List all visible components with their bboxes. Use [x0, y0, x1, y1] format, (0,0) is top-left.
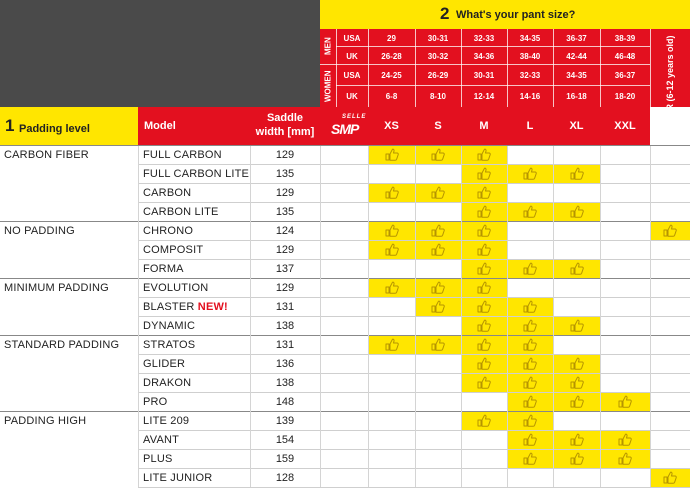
saddle-model-name: BLASTER — [143, 301, 195, 313]
thumbs-up-icon — [523, 262, 537, 275]
thumbs-up-icon — [523, 205, 537, 218]
thumbs-up-icon — [523, 433, 537, 446]
saddle-width-label-1: Saddle — [266, 112, 304, 124]
thumbs-up-icon — [523, 300, 537, 313]
saddle-model — [143, 244, 203, 256]
saddle-model-name: FULL CARBON LITE — [143, 168, 250, 180]
thumbs-up-icon — [523, 395, 537, 408]
header-dark-panel — [0, 0, 320, 107]
size-letter-xl: XL — [569, 120, 584, 132]
saddle-width: 138 — [275, 377, 295, 389]
saddle-model-name: GLIDER — [143, 358, 186, 370]
thumbs-up-icon — [477, 357, 491, 370]
saddle-width: 129 — [275, 244, 295, 256]
saddle-model — [143, 301, 228, 313]
saddle-model-name: AVANT — [143, 434, 180, 446]
size-value: 30-32 — [427, 51, 449, 61]
size-region-label: USA — [343, 33, 361, 43]
saddle-width: 154 — [275, 434, 295, 446]
padding-level-label: CARBON FIBER — [4, 149, 89, 161]
header-grid-line — [336, 29, 337, 107]
thumbs-up-icon — [523, 414, 537, 427]
step2-title: What's your pant size? — [456, 9, 576, 21]
saddle-model — [143, 149, 222, 161]
saddle-width: 131 — [275, 301, 295, 313]
table-row — [0, 221, 690, 240]
saddle-width: 148 — [275, 396, 295, 408]
column-divider — [415, 145, 416, 487]
size-value: 26-29 — [427, 71, 449, 80]
step2-number: 2 — [440, 4, 450, 23]
saddle-model-name: FORMA — [143, 263, 184, 275]
saddle-model — [143, 396, 167, 408]
size-value: 30-31 — [473, 71, 495, 80]
thumbs-up-icon — [618, 433, 632, 446]
saddle-model — [143, 358, 185, 370]
column-divider — [138, 145, 139, 487]
thumbs-up-icon — [431, 186, 445, 199]
brand-main: SMP — [331, 121, 359, 137]
saddle-model — [143, 206, 219, 218]
size-value: 42-44 — [566, 51, 587, 61]
thumbs-up-icon — [385, 186, 399, 199]
thumbs-up-icon — [477, 148, 491, 161]
size-value: 36-37 — [566, 33, 587, 43]
column-divider — [650, 145, 651, 487]
saddle-model-name: CARBON LITE — [143, 206, 219, 218]
header-grid-line — [336, 46, 650, 47]
thumbs-up-icon — [570, 167, 584, 180]
thumbs-up-icon — [570, 433, 584, 446]
size-value: 34-35 — [566, 71, 587, 80]
size-value: 14-16 — [519, 92, 541, 101]
saddle-model-name: EVOLUTION — [143, 282, 209, 294]
saddle-model — [143, 168, 249, 180]
saddle-model-name: FULL CARBON — [143, 149, 222, 161]
saddle-model-name: CHRONO — [143, 225, 194, 237]
thumbs-up-icon — [385, 338, 399, 351]
size-value: 16-18 — [566, 92, 587, 101]
thumbs-up-icon — [477, 319, 491, 332]
column-divider — [368, 145, 369, 487]
table-row — [0, 468, 690, 487]
header-grid-line — [336, 85, 650, 86]
size-value: 24-25 — [381, 71, 402, 80]
saddle-width: 135 — [275, 168, 295, 180]
size-value: 34-36 — [473, 51, 495, 61]
thumbs-up-icon — [385, 281, 399, 294]
saddle-model — [143, 282, 208, 294]
table-row — [0, 278, 690, 297]
row-divider — [138, 487, 690, 488]
padding-level-label: MINIMUM PADDING — [4, 282, 109, 294]
saddle-model — [143, 339, 195, 351]
saddle-model — [143, 263, 184, 275]
thumbs-up-icon — [431, 243, 445, 256]
model-header — [138, 107, 250, 145]
thumbs-up-icon — [570, 376, 584, 389]
thumbs-up-icon — [431, 300, 445, 313]
thumbs-up-icon — [477, 262, 491, 275]
saddle-model — [143, 434, 179, 446]
saddle-width: 129 — [275, 149, 295, 161]
thumbs-up-icon — [477, 224, 491, 237]
column-divider — [461, 145, 462, 487]
saddle-width: 139 — [275, 415, 295, 427]
saddle-model-name: PLUS — [143, 453, 173, 465]
saddle-width: 137 — [275, 263, 295, 275]
thumbs-up-icon — [570, 395, 584, 408]
size-value: 30-31 — [427, 33, 449, 43]
size-value: 38-40 — [519, 51, 541, 61]
saddle-model — [143, 453, 173, 465]
thumbs-up-icon — [385, 224, 399, 237]
column-divider — [320, 145, 321, 487]
saddle-model-name: DRAKON — [143, 377, 192, 389]
women-label: WOMEN — [323, 70, 333, 102]
saddle-width: 128 — [275, 472, 295, 484]
thumbs-up-icon — [523, 167, 537, 180]
thumbs-up-icon — [477, 376, 491, 389]
table-row — [0, 183, 690, 202]
thumbs-up-icon — [477, 300, 491, 313]
saddle-model — [143, 187, 191, 199]
step1-number: 1 — [5, 116, 15, 135]
size-value: 46-48 — [614, 51, 636, 61]
thumbs-up-icon — [477, 338, 491, 351]
thumbs-up-icon — [618, 452, 632, 465]
thumbs-up-icon — [385, 243, 399, 256]
thumbs-up-icon — [570, 357, 584, 370]
thumbs-up-icon — [523, 357, 537, 370]
saddle-model-name: COMPOSIT — [143, 244, 204, 256]
saddle-model — [143, 225, 193, 237]
thumbs-up-icon — [431, 338, 445, 351]
size-value: 38-39 — [614, 33, 636, 43]
thumbs-up-icon — [431, 224, 445, 237]
column-divider — [553, 145, 554, 487]
saddle-width: 159 — [275, 453, 295, 465]
step2-header — [320, 0, 690, 29]
thumbs-up-icon — [663, 471, 677, 484]
size-region-label: USA — [343, 71, 361, 80]
thumbs-up-icon — [477, 167, 491, 180]
thumbs-up-icon — [477, 205, 491, 218]
thumbs-up-icon — [570, 205, 584, 218]
junior-label: JUNIOR (6-12 years old) — [665, 35, 675, 139]
saddle-model — [143, 472, 212, 484]
brand-small: SELLE — [342, 114, 367, 120]
step1-header — [0, 107, 138, 145]
column-divider — [250, 145, 251, 487]
thumbs-up-icon — [477, 243, 491, 256]
men-label: MEN — [323, 37, 333, 56]
saddle-model-name: CARBON — [143, 187, 192, 199]
padding-level-label: STANDARD PADDING — [4, 339, 120, 351]
thumbs-up-icon — [477, 186, 491, 199]
thumbs-up-icon — [523, 338, 537, 351]
table-top-border — [0, 145, 690, 146]
saddle-width: 136 — [275, 358, 295, 370]
thumbs-up-icon — [663, 224, 677, 237]
size-letter-m: M — [479, 120, 489, 132]
size-value: 32-33 — [473, 33, 495, 43]
padding-level-label: PADDING HIGH — [4, 415, 87, 427]
saddle-model — [143, 415, 189, 427]
model-header-label: Model — [144, 120, 176, 132]
saddle-model-name: STRATOS — [143, 339, 196, 351]
thumbs-up-icon — [570, 262, 584, 275]
size-value: 12-14 — [473, 92, 495, 101]
thumbs-up-icon — [431, 148, 445, 161]
new-badge: NEW! — [197, 301, 228, 313]
saddle-model-name: DYNAMIC — [143, 320, 196, 332]
saddle-width: 129 — [275, 282, 295, 294]
column-divider — [507, 145, 508, 487]
saddle-model-name: PRO — [143, 396, 168, 408]
table-row — [0, 411, 690, 430]
table-row — [0, 335, 690, 354]
table-row — [0, 297, 690, 316]
thumbs-up-icon — [618, 395, 632, 408]
size-value: 26-28 — [381, 51, 402, 61]
size-value: 29 — [387, 33, 396, 43]
thumbs-up-icon — [570, 319, 584, 332]
thumbs-up-icon — [477, 414, 491, 427]
size-letter-s: S — [434, 120, 442, 132]
size-letter-l: L — [526, 120, 534, 132]
size-letter-xxl: XXL — [614, 120, 636, 132]
size-value: 32-33 — [519, 71, 541, 80]
padding-level-label: NO PADDING — [4, 225, 75, 237]
saddle-model — [143, 320, 195, 332]
size-region-label: UK — [346, 51, 358, 61]
saddle-width: 124 — [275, 225, 295, 237]
size-value: 6-8 — [385, 92, 398, 101]
saddle-width: 129 — [275, 187, 295, 199]
selle-smp-logo — [320, 107, 368, 145]
thumbs-up-icon — [523, 319, 537, 332]
column-divider — [600, 145, 601, 487]
saddle-width-label-2: width [mm] — [255, 126, 315, 138]
thumbs-up-icon — [523, 452, 537, 465]
step1-title: Padding level — [19, 123, 90, 135]
saddle-model-name: LITE 209 — [143, 415, 190, 427]
saddle-width: 138 — [275, 320, 295, 332]
thumbs-up-icon — [431, 281, 445, 294]
saddle-width-header — [250, 107, 320, 145]
saddle-width: 135 — [275, 206, 295, 218]
thumbs-up-icon — [523, 376, 537, 389]
thumbs-up-icon — [570, 452, 584, 465]
saddle-model-name: LITE JUNIOR — [143, 472, 213, 484]
size-letter-xs: XS — [384, 120, 399, 132]
table-row — [0, 145, 690, 164]
size-region-label: UK — [346, 92, 358, 101]
size-value: 36-37 — [614, 71, 636, 80]
thumbs-up-icon — [385, 148, 399, 161]
size-value: 18-20 — [614, 92, 636, 101]
thumbs-up-icon — [477, 281, 491, 294]
size-value: 8-10 — [429, 92, 446, 101]
saddle-model — [143, 377, 191, 389]
table-row — [0, 240, 690, 259]
saddle-width: 131 — [275, 339, 295, 351]
size-value: 34-35 — [519, 33, 541, 43]
